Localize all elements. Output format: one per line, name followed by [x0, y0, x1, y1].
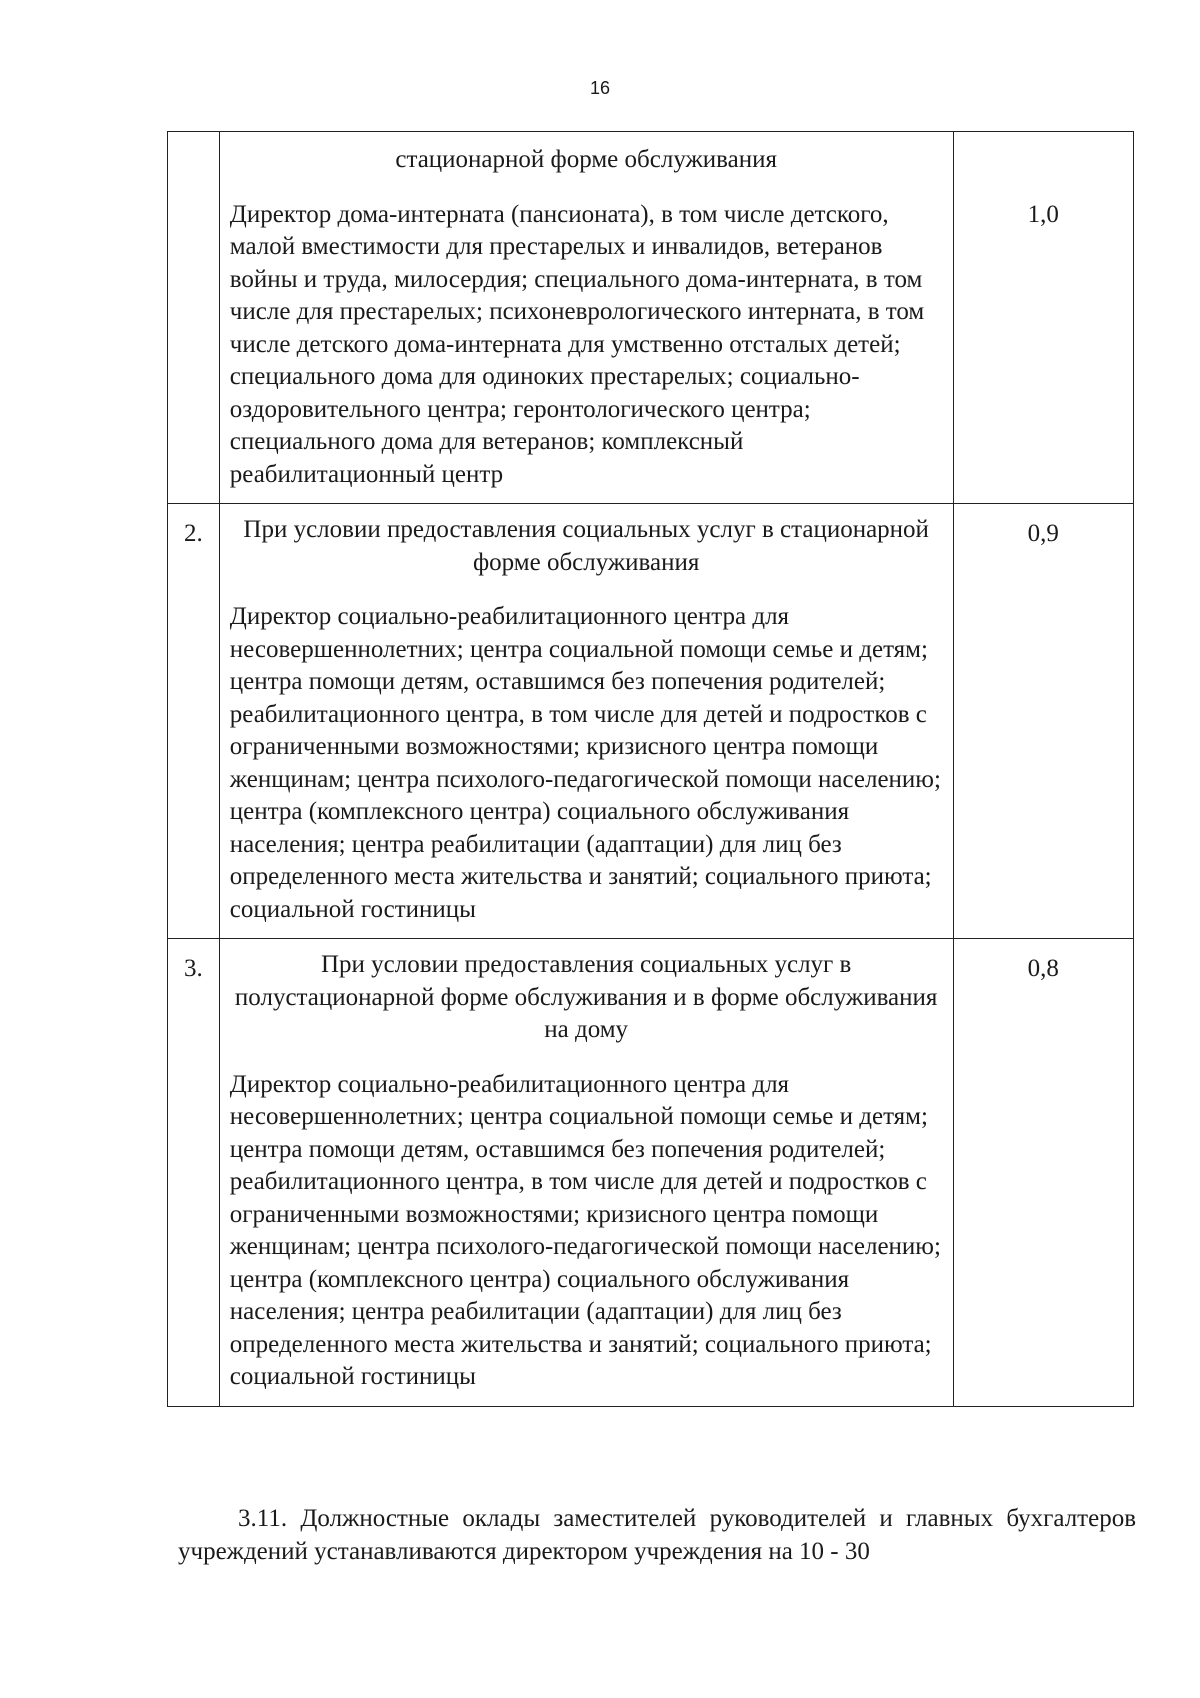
table-row [168, 939, 1134, 1407]
row-coefficient: 1,0 [953, 132, 1133, 504]
row-coefficient: 0,9 [953, 504, 1133, 939]
row-number [168, 132, 220, 504]
coefficient-table [167, 131, 1134, 1407]
row-description-cell [219, 939, 953, 1407]
row-condition: При условии предоставления социальных услуг в полустационарной форме обслуживания и в форме обслуживания на дому [234, 951, 938, 1043]
row-number: 3. [168, 939, 220, 1407]
table-row [168, 132, 1134, 504]
page-number: 16 [589, 78, 611, 98]
row-condition: стационарной форме обслуживания [395, 146, 777, 173]
row-number: 2. [168, 504, 220, 939]
table-row [168, 504, 1134, 939]
row-description: Директор социально-реабилитационного центра для несовершеннолетних; центра социальной помощи семье и детям; центра помощи детям, оставшимся без попечения родителей; реабилитационного центра, в том числе для детей и подростков с ограниченными возможностями; кризисного центра помощи женщинам; центра психолого-педагогической помощи населению; центра (комплексного центра) социального обслуживания населения; центра реабилитации (адаптации) для лиц без определенного места жительства и занятий; социального приюта; социальной гостиницы [229, 1070, 941, 1390]
row-description: Директор дома-интерната (пансионата), в том числе детского, малой вместимости для престарелых и инвалидов, ветеранов войны и труда, милосердия; специального дома-интерната, в том числе для престарелых; психоневрологического интерната, в том числе детского дома-интерната для умственно отсталых детей; специального дома для одиноких престарелых; социально-оздоровительного центра; геронтологического центра; специального дома для ветеранов; комплексный реабилитационный центр [229, 200, 925, 488]
row-description: Директор социально-реабилитационного центра для несовершеннолетних; центра социальной помощи семье и детям; центра помощи детям, оставшимся без попечения родителей; реабилитационного центра, в том числе для детей и подростков с ограниченными возможностями; кризисного центра помощи женщинам; центра психолого-педагогической помощи населению; центра (комплексного центра) социального обслуживания населения; центра реабилитации (адаптации) для лиц без определенного места жительства и занятий; социального приюта; социальной гостиницы [229, 603, 941, 923]
row-coefficient: 0,8 [953, 939, 1133, 1407]
footer-paragraph: 3.11. Должностные оклады заместителей руководителей и главных бухгалтеров учреждений устанавливаются директором учреждения на 10 - 30 [178, 1505, 1136, 1565]
row-description-cell [219, 132, 953, 504]
row-description-cell [219, 504, 953, 939]
row-condition: При условии предоставления социальных услуг в стационарной форме обслуживания [243, 516, 929, 576]
